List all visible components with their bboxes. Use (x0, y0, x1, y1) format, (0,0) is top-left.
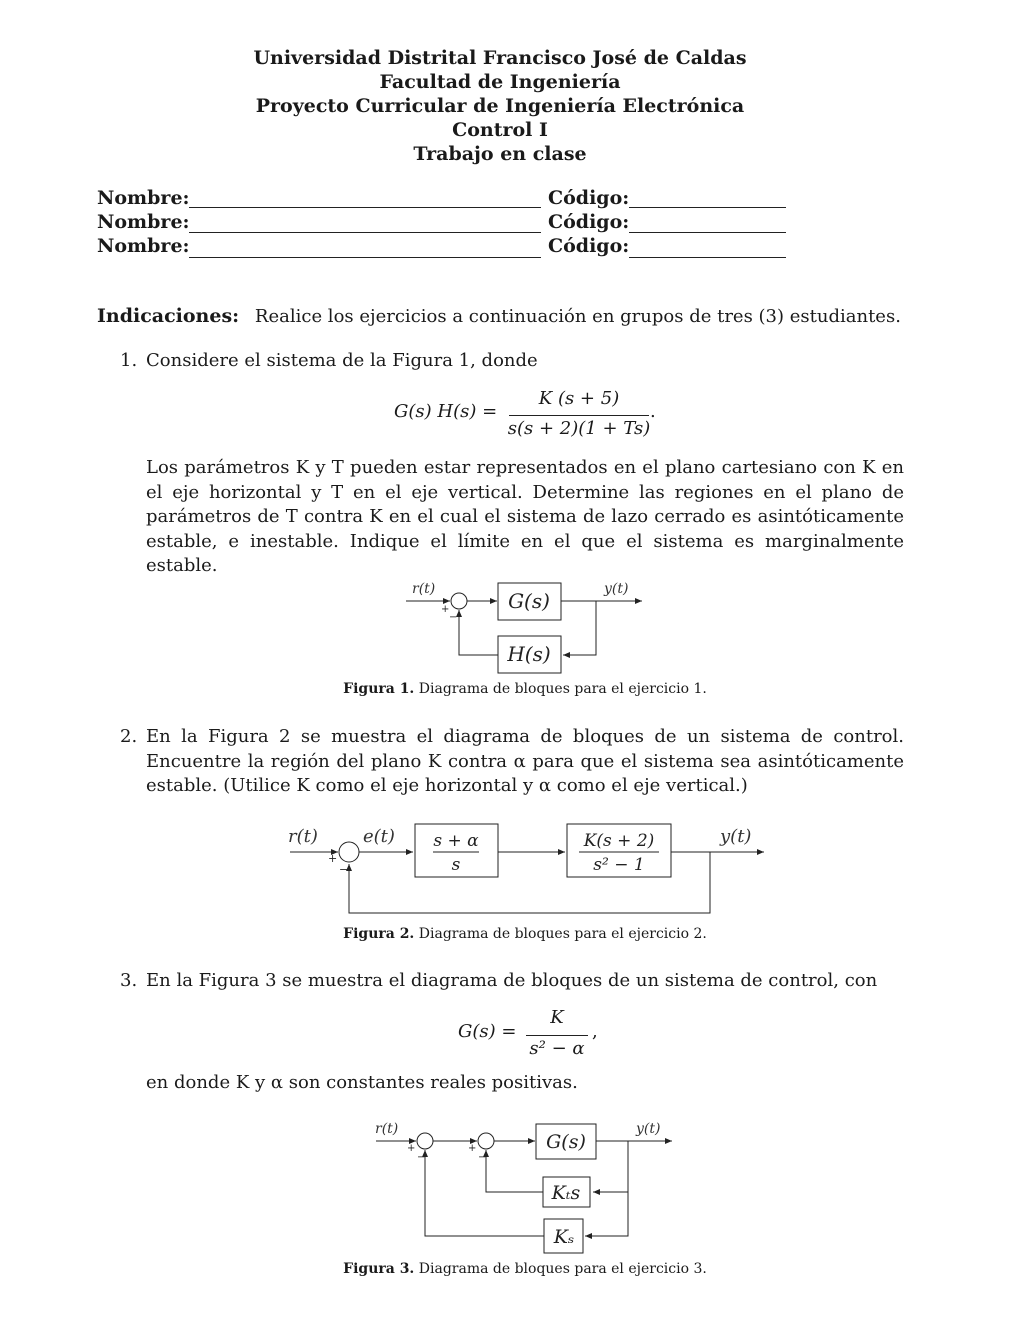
code-field[interactable] (629, 257, 786, 258)
fraction-bar (526, 1035, 588, 1036)
minus-sign: − (417, 1152, 426, 1163)
input-label: r(t) (412, 581, 436, 597)
feedback-return (459, 610, 498, 655)
caption-label: Figura 2. (343, 926, 415, 942)
assignment-title: Trabajo en clase (413, 143, 587, 165)
equation-end: , (592, 1021, 598, 1042)
equation-numerator: K (550, 1007, 564, 1028)
name-label: Nombre: (97, 187, 190, 209)
caption-text: Diagrama de bloques para el ejercicio 2. (418, 926, 707, 942)
minus-sign: − (478, 1152, 487, 1163)
feedback-path (563, 601, 596, 655)
g-block-label: G(s) (508, 589, 550, 613)
plant-numerator: K(s + 2) (583, 831, 655, 851)
code-field[interactable] (629, 207, 786, 208)
output-label: y(t) (604, 581, 629, 597)
figure-3-caption (0, 1261, 1024, 1277)
caption-label: Figura 1. (343, 681, 415, 697)
equation-numerator: K (s + 5) (538, 388, 620, 409)
code-field[interactable] (629, 232, 786, 233)
plus-sign: + (441, 604, 450, 615)
equation-lhs: G(s) = (458, 1021, 517, 1042)
exercise-1-paragraph: Los parámetros K y T pueden estar representados en el plano cartesiano con K en el eje horizontal y T en el eje vertical. Determine las regiones en el plano de parámetros de T contra K en el cual el sistema de lazo cerrado es asintóticamente estable, e inestable. Indique el límite en el que el sistema es marginalmente estable. (146, 457, 904, 576)
faculty-title: Facultad de Ingeniería (379, 71, 621, 93)
equation-lhs: G(s) H(s) = (394, 401, 498, 422)
figure-2-diagram (286, 820, 772, 920)
outer-summing-junction (417, 1133, 433, 1149)
plus-sign: + (407, 1143, 416, 1154)
minus-sign: − (449, 612, 458, 623)
equation-end: . (650, 401, 656, 422)
exercise-2-text: En la Figura 2 se muestra el diagrama de bloques de un sistema de control. Encuentre la región del plano K contra α para que el sistema sea asintóticamente estable. (Utilice K como el eje horizontal y α como el eje vertical.) (146, 726, 904, 796)
figure-1-caption (0, 681, 1024, 697)
equation-denominator: s² − α (529, 1038, 585, 1059)
code-label: Código: (548, 187, 630, 209)
code-label: Código: (548, 235, 630, 257)
exercise-3-after: en donde K y α son constantes reales positivas. (146, 1072, 578, 1093)
kt-block-label: Kₜs (551, 1182, 581, 1204)
plus-sign: + (328, 852, 338, 865)
rate-feedback-path (593, 1141, 628, 1192)
instructions (97, 304, 917, 330)
position-feedback-path (585, 1192, 628, 1236)
figure-3-diagram (372, 1116, 682, 1258)
name-label: Nombre: (97, 211, 190, 233)
figure-1-diagram (400, 574, 660, 678)
caption-label: Figura 3. (343, 1261, 415, 1277)
exercise-3-equation (458, 1007, 618, 1063)
summing-junction (451, 593, 467, 609)
caption-text: Diagrama de bloques para el ejercicio 1. (418, 681, 707, 697)
g-block-label: G(s) (546, 1131, 586, 1153)
name-field[interactable] (189, 257, 541, 258)
exercise-number: 1. (120, 350, 138, 371)
summing-junction (339, 842, 359, 862)
university-title: Universidad Distrital Francisco José de Caldas (253, 47, 747, 69)
name-label: Nombre: (97, 235, 190, 257)
exercise-number: 2. (120, 726, 138, 747)
error-label: e(t) (363, 826, 395, 847)
exercise-3-intro: En la Figura 3 se muestra el diagrama de bloques de un sistema de control, con (146, 970, 878, 991)
exercise-1-equation (394, 388, 664, 440)
name-field[interactable] (189, 207, 541, 208)
instructions-label: Indicaciones: (97, 305, 240, 327)
instructions-text: Realice los ejercicios a continuación en grupos de tres (3) estudiantes. (254, 306, 901, 327)
equation-denominator: s(s + 2)(1 + Ts) (507, 418, 651, 439)
plus-sign: + (468, 1143, 477, 1154)
rate-feedback-return (486, 1150, 543, 1192)
output-label: y(t) (636, 1121, 661, 1137)
caption-text: Diagrama de bloques para el ejercicio 3. (418, 1261, 707, 1277)
input-label: r(t) (288, 826, 318, 847)
output-label: y(t) (720, 826, 752, 847)
input-label: r(t) (375, 1121, 399, 1137)
controller-denominator: s (451, 855, 461, 875)
code-label: Código: (548, 211, 630, 233)
name-field[interactable] (189, 232, 541, 233)
course-title: Control I (452, 119, 548, 141)
exercise-1-intro: Considere el sistema de la Figura 1, donde (146, 350, 538, 371)
minus-sign: − (339, 863, 349, 876)
controller-numerator: s + α (433, 831, 479, 851)
figure-2-caption (0, 926, 1024, 942)
exercise-number: 3. (120, 970, 138, 991)
program-title: Proyecto Curricular de Ingeniería Electrónica (255, 95, 745, 117)
h-block-label: H(s) (507, 642, 551, 666)
plant-denominator: s² − 1 (593, 855, 645, 875)
ks-block-label: Kₛ (553, 1226, 575, 1248)
inner-summing-junction (478, 1133, 494, 1149)
fraction-bar (509, 415, 649, 416)
